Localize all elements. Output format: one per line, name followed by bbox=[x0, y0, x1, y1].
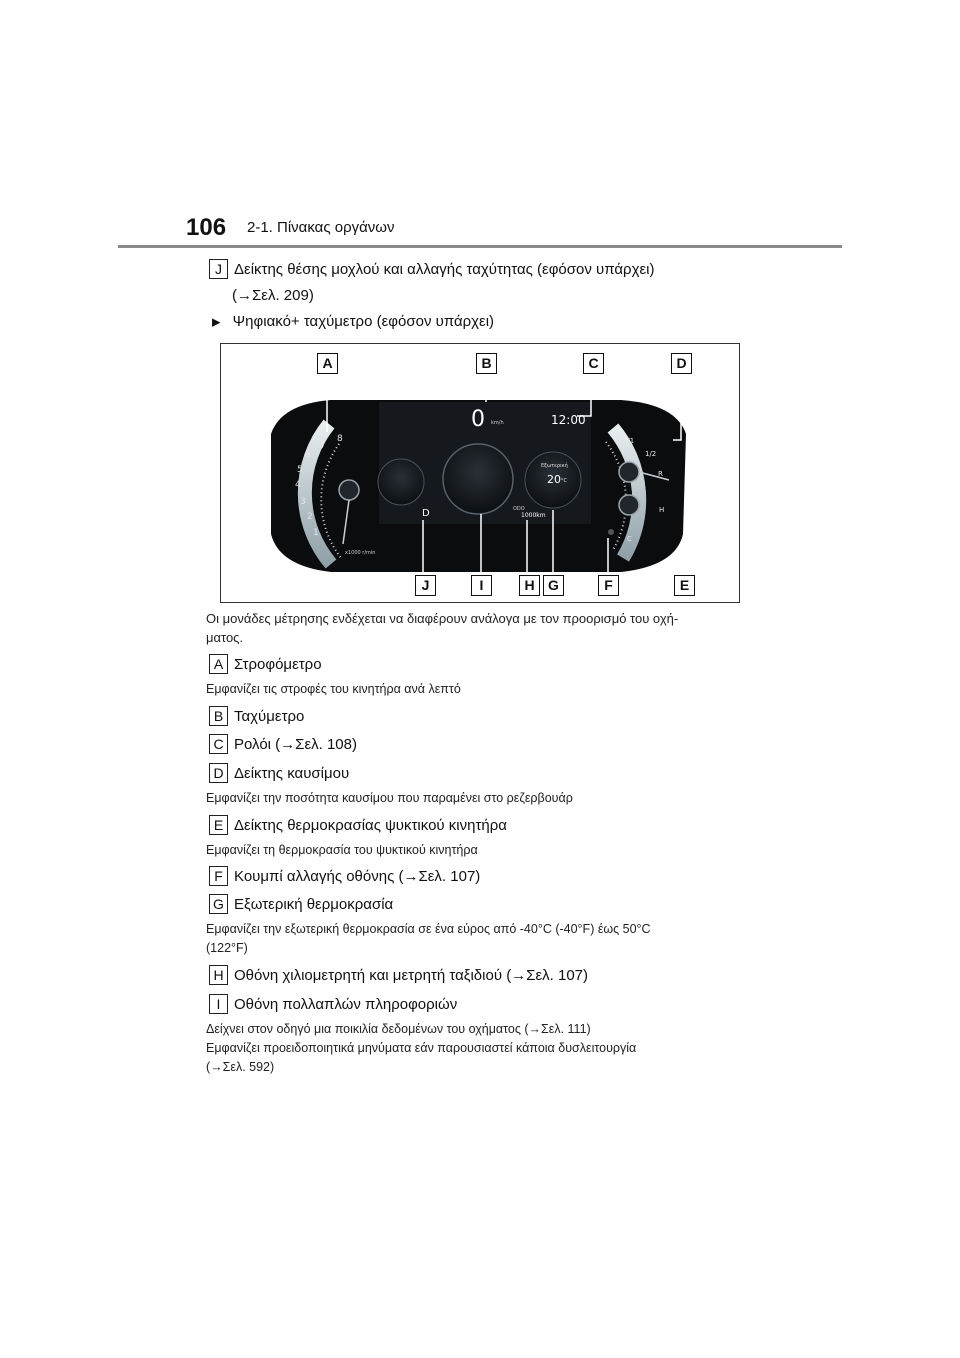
letter-box: J bbox=[209, 259, 228, 279]
triangle-bullet-icon: ▶ bbox=[212, 316, 221, 329]
tach-number: 6 bbox=[305, 450, 311, 460]
fuel-full-mark: 1/1 bbox=[623, 437, 635, 445]
page-number: 106 bbox=[186, 214, 227, 241]
legend-item-h: H Οθόνη χιλιομετρητή και μετρητή ταξιδιού (→Σελ. 107) bbox=[209, 965, 588, 985]
speed-unit: km/h bbox=[491, 420, 504, 426]
legend-desc-d: Εμφανίζει την ποσότητα καυσίμου που παραμένει στο ρεζερβουάρ bbox=[206, 791, 573, 805]
callout-i: I bbox=[471, 575, 492, 596]
tach-number: 7 bbox=[320, 441, 326, 451]
callout-d: D bbox=[671, 353, 692, 374]
tachometer-knob bbox=[339, 480, 359, 500]
odo-value: 1000km bbox=[521, 512, 546, 519]
instrument-cluster-figure bbox=[220, 343, 740, 603]
tach-number: 2 bbox=[307, 512, 313, 522]
section-title: 2-1. Πίνακας οργάνων bbox=[247, 219, 395, 236]
legend-desc-a: Εμφανίζει τις στροφές του κινητήρα ανά λεπτό bbox=[206, 682, 461, 696]
outside-unit: °C bbox=[561, 478, 567, 484]
digital-speed: 0 bbox=[471, 407, 485, 432]
tach-number: 8 bbox=[337, 434, 343, 444]
gear-indicator: D bbox=[422, 508, 430, 519]
callout-e: E bbox=[674, 575, 695, 596]
fuel-half-mark: 1/2 bbox=[645, 450, 657, 458]
temp-knob bbox=[619, 495, 639, 515]
legend-desc-g: Εμφανίζει την εξωτερική θερμοκρασία σε ένα εύρος από -40°C (-40°F) έως 50°C (122°F) bbox=[206, 922, 651, 955]
callout-f: F bbox=[598, 575, 619, 596]
fuel-knob bbox=[619, 462, 639, 482]
tach-unit: x1000 r/min bbox=[345, 550, 376, 556]
legend-item-f: F Κουμπί αλλαγής οθόνης (→Σελ. 107) bbox=[209, 866, 480, 886]
legend-item-g: G Εξωτερική θερμοκρασία bbox=[209, 894, 393, 914]
intro-item-ref: (→Σελ. 209) bbox=[232, 287, 314, 304]
legend-item-b: B Ταχύμετρο bbox=[209, 706, 304, 726]
callout-a: A bbox=[317, 353, 338, 374]
outside-temp: 20 bbox=[547, 473, 561, 486]
temp-cold-mark: C bbox=[627, 535, 632, 543]
instrument-cluster-illustration bbox=[221, 344, 739, 602]
intro-item-label: Δείκτης θέσης μοχλού και αλλαγής ταχύτητας (εφόσον υπάρχει) bbox=[234, 260, 655, 278]
legend-item-e: E Δείκτης θερμοκρασίας ψυκτικού κινητήρα bbox=[209, 815, 507, 835]
tach-number: 4 bbox=[295, 480, 301, 490]
legend-desc-i: Δείχνει στον οδηγό μια ποικιλία δεδομένων του οχήματος (→Σελ. 111) Εμφανίζει προειδοποιητικά μηνύματα εάν παρουσιαστεί κάποια δυσλειτουργία (→Σελ. 592) bbox=[206, 1022, 637, 1074]
display-switch-button bbox=[608, 529, 614, 535]
main-dial bbox=[443, 444, 513, 514]
tach-number: 5 bbox=[297, 465, 303, 475]
callout-h: H bbox=[519, 575, 540, 596]
legend-item-c: C Ρολόι (→Σελ. 108) bbox=[209, 734, 357, 754]
legend-item-i: I Οθόνη πολλαπλών πληροφοριών bbox=[209, 994, 457, 1014]
tach-number: 3 bbox=[300, 497, 306, 507]
temp-hot-mark: H bbox=[659, 506, 665, 514]
legend-item-d: D Δείκτης καυσίμου bbox=[209, 763, 349, 783]
callout-c: C bbox=[583, 353, 604, 374]
subheading: ▶ Ψηφιακό+ ταχύμετρο (εφόσον υπάρχει) bbox=[212, 313, 495, 330]
header-divider bbox=[118, 245, 842, 248]
legend-desc-e: Εμφανίζει τη θερμοκρασία του ψυκτικού κινητήρα bbox=[206, 843, 478, 857]
odo-label: ODO bbox=[513, 506, 525, 512]
intro-item-j bbox=[209, 259, 654, 279]
fuel-reserve-mark: R bbox=[658, 470, 663, 478]
legend-item-a: A Στροφόμετρο bbox=[209, 654, 322, 674]
clock-display: 12:00 bbox=[551, 413, 586, 427]
tach-number: 1 bbox=[313, 528, 319, 538]
outside-label: Εξωτερική bbox=[541, 463, 568, 469]
left-dial bbox=[378, 459, 424, 505]
callout-b: B bbox=[476, 353, 497, 374]
units-note: Οι μονάδες μέτρησης ενδέχεται να διαφέρουν ανάλογα με τον προορισμό του οχή- ματος. bbox=[206, 611, 679, 645]
callout-g: G bbox=[543, 575, 564, 596]
callout-j: J bbox=[415, 575, 436, 596]
